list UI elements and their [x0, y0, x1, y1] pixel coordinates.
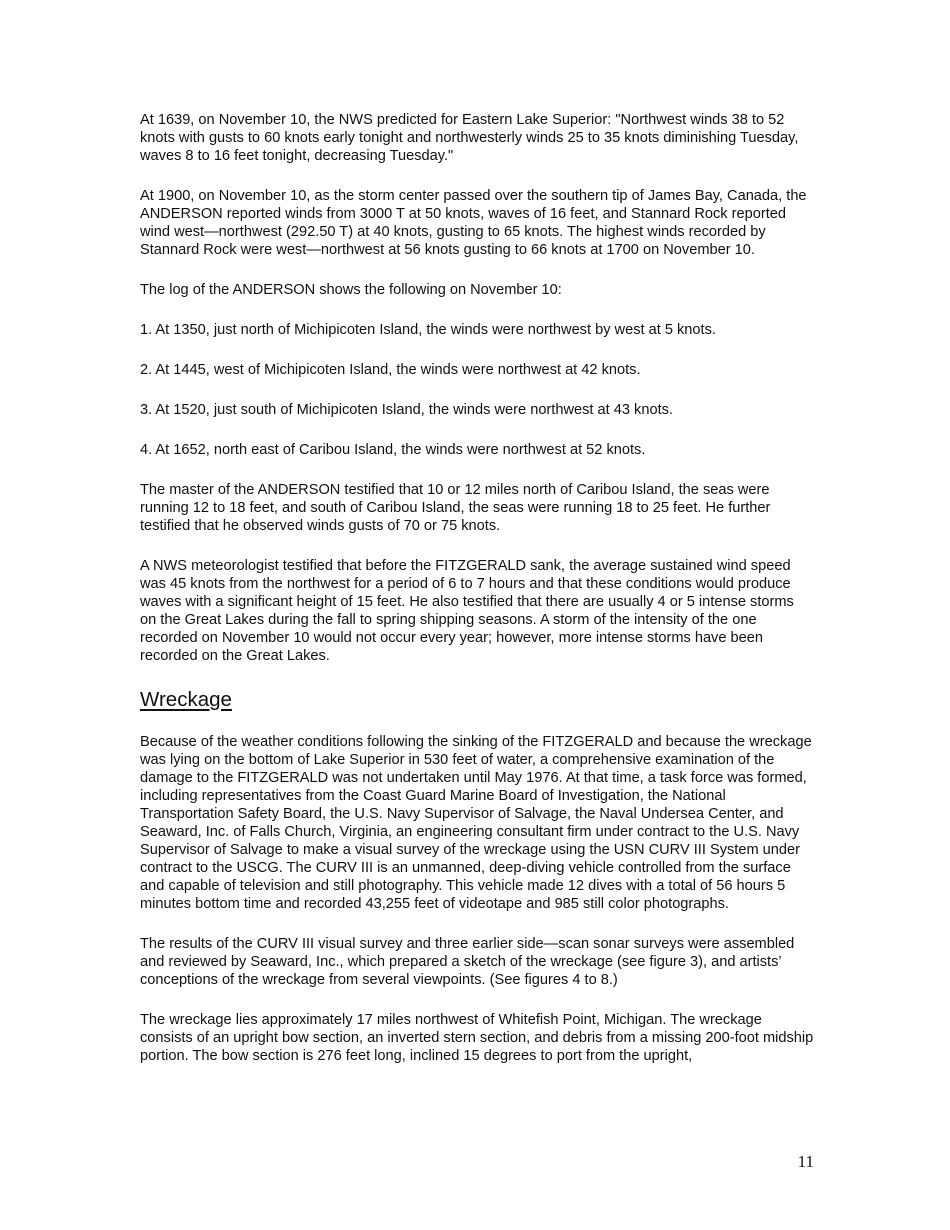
page-body — [140, 111, 814, 1087]
list-item-log-1652: 4. At 1652, north east of Caribou Island, the winds were northwest at 52 knots. — [140, 442, 646, 458]
list-item-log-1445: 2. At 1445, west of Michipicoten Island, the winds were northwest at 42 knots. — [140, 362, 641, 378]
paragraph-wreckage-survey: Because of the weather conditions following the sinking of the FITZGERALD and because the wreckage was lying on the bottom of Lake Superior in 530 feet of water, a comprehensive examination of the damage to the FITZGERALD was not undertaken until May 1976. At that time, a task force was formed, including representatives from the Coast Guard Marine Board of Investigation, the National Transportation Safety Board, the U.S. Navy Supervisor of Salvage, the Naval Undersea Center, and Seaward, Inc. of Falls Church, Virginia, an engineering consultant firm under contract to the U.S. Navy Supervisor of Salvage to make a visual survey of the wreckage using the USN CURV III System under contract to the USCG. The CURV III is an unmanned, deep-diving vehicle controlled from the surface and capable of television and still photography. This vehicle made 12 dives with a total of 56 hours 5 minutes bottom time and recorded 43,255 feet of videotape and 985 still color photographs. — [140, 734, 812, 912]
paragraph-master-testimony: The master of the ANDERSON testified that 10 or 12 miles north of Caribou Island, the seas were running 12 to 18 feet, and south of Caribou Island, the seas were running 18 to 25 feet. He further testified that he observed winds gusts of 70 or 75 knots. — [140, 482, 771, 534]
page-number: 11 — [797, 1152, 814, 1171]
paragraph-meteorologist-testimony: A NWS meteorologist testified that before the FITZGERALD sank, the average sustained wind speed was 45 knots from the northwest for a period of 6 to 7 hours and that these conditions would produce waves with a significant height of 15 feet. He also testified that there are usually 4 or 5 intense storms on the Great Lakes during the fall to spring shipping seasons. A storm of the intensity of the one recorded on November 10 would not occur every year; however, more intense storms have been recorded on the Great Lakes. — [140, 558, 794, 664]
paragraph-curv-results: The results of the CURV III visual survey and three earlier side—scan sonar surveys were assembled and reviewed by Seaward, Inc., which prepared a sketch of the wreckage (see figure 3), and artists’ conceptions of the wreckage from several viewpoints. (See figures 4 to 8.) — [140, 936, 795, 988]
paragraph-nws-forecast: At 1639, on November 10, the NWS predicted for Eastern Lake Superior: "Northwest winds 38 to 52 knots with gusts to 60 knots early tonight and northwesterly winds 25 to 35 knots diminishing Tuesday, waves 8 to 16 feet tonight, decreasing Tuesday." — [140, 112, 799, 164]
section-heading-wreckage: Wreckage — [140, 688, 232, 711]
list-item-log-1350: 1. At 1350, just north of Michipicoten Island, the winds were northwest by west at 5 knots. — [140, 322, 716, 338]
paragraph-log-intro: The log of the ANDERSON shows the following on November 10: — [140, 282, 562, 298]
list-item-log-1520: 3. At 1520, just south of Michipicoten Island, the winds were northwest at 43 knots. — [140, 402, 673, 418]
paragraph-storm-center: At 1900, on November 10, as the storm center passed over the southern tip of James Bay, Canada, the ANDERSON reported winds from 3000 T at 50 knots, waves of 16 feet, and Stannard Rock reported wind west—northwest (292.50 T) at 40 knots, gusting to 65 knots. The highest winds recorded by Stannard Rock were west—northwest at 56 knots gusting to 66 knots at 1700 on November 10. — [140, 188, 807, 258]
paragraph-wreckage-location: The wreckage lies approximately 17 miles northwest of Whitefish Point, Michigan. The wreckage consists of an upright bow section, an inverted stern section, and debris from a missing 200-foot midship portion. The bow section is 276 feet long, inclined 15 degrees to port from the upright, — [140, 1012, 814, 1064]
